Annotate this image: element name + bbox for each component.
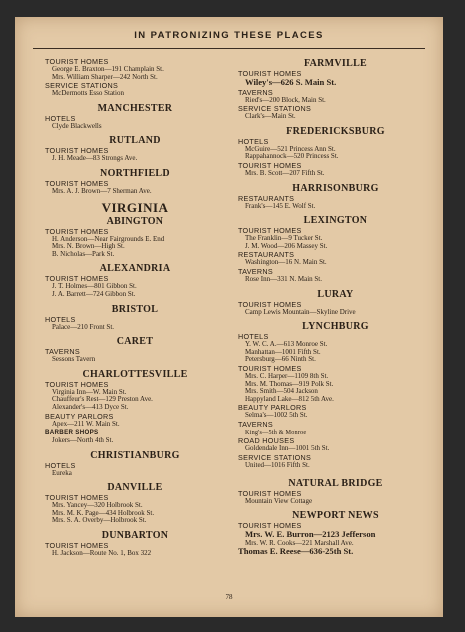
listing-entry: Alexander's—413 Dyce St. (52, 402, 129, 411)
city-heading-lexington: LEXINGTON (303, 215, 368, 227)
city-heading-bristol: BRISTOL (111, 303, 159, 315)
city-heading-newport-news: NEWPORT NEWS (292, 510, 379, 522)
listing-entry: Palace—210 Front St. (52, 322, 115, 331)
category-heading: HOTELS (238, 332, 269, 342)
listing-entry: Mrs. N. Brown—High St. (52, 242, 125, 251)
category-heading: TOURIST HOMES (45, 274, 109, 284)
category-heading: BEAUTY PARLORS (45, 411, 114, 421)
listing-entry: Thomas E. Reese—636-25th St. (238, 546, 354, 557)
category-heading: TOURIST HOMES (238, 521, 302, 531)
listing-entry: Ried's—200 Block, Main St. (245, 95, 326, 104)
listing-entry: Y. W. C. A.—613 Monroe St. (245, 340, 328, 349)
category-heading: TAVERNS (238, 266, 273, 276)
listing-entry: Mrs. Yancey—320 Holbrook St. (52, 501, 143, 510)
listing-entry: United—1016 Fifth St. (245, 461, 310, 470)
category-heading: TOURIST HOMES (45, 178, 109, 188)
listing-entry: Manhattan—1001 Fifth St. (245, 347, 321, 356)
listing-entry: J. A. Barrett—724 Gibbon St. (52, 289, 136, 298)
state-heading-virginia: VIRGINIA (101, 199, 169, 215)
category-heading: TOURIST HOMES (45, 57, 109, 66)
category-heading: SERVICE STATIONS (238, 104, 312, 114)
listing-entry: Sessons Tavern (52, 355, 96, 364)
city-heading-farmville: FARMVILLE (303, 58, 368, 69)
listing-entry: Mountain View Cottage (245, 496, 313, 505)
listing-entry: Chauffeur's Rest—129 Preston Ave. (52, 395, 153, 404)
category-heading: TOURIST HOMES (45, 493, 109, 503)
category-heading: TOURIST HOMES (238, 363, 302, 373)
listing-entry: H. Jackson—Route No. 1, Box 322 (52, 549, 152, 558)
category-heading: HOTELS (45, 460, 76, 470)
listing-entry: Camp Lewis Mountain—Skyline Drive (245, 307, 356, 316)
city-heading-luray: LURAY (317, 288, 354, 300)
category-heading: TOURIST HOMES (45, 379, 109, 389)
city-heading-harrisonburg: HARRISONBURG (292, 182, 379, 194)
listing-entry: Mrs. M. Thomas—919 Polk St. (245, 379, 334, 388)
category-heading: TAVERNS (238, 419, 273, 429)
category-heading: TOURIST HOMES (45, 146, 109, 156)
listing-entry: Virginia Inn—W. Main St. (52, 387, 127, 396)
listing-entry: Washington—16 N. Main St. (245, 258, 327, 267)
listing-entry: B. Nicholas—Park St. (52, 249, 115, 258)
category-heading: TAVERNS (238, 87, 273, 97)
listing-entry: Mrs. B. Scott—207 Fifth St. (245, 168, 325, 177)
left-column (45, 58, 225, 558)
listing-entry: Mrs. William Sharper—242 North St. (52, 72, 158, 81)
listing-entry: Mrs. A. J. Brown—7 Sherman Ave. (52, 186, 152, 195)
listing-entry: McGuire—521 Princess Ann St. (245, 144, 336, 153)
listing-entry: Mrs. M. K. Page—434 Holbrook St. (52, 508, 155, 517)
city-heading-fredericksburg: FREDERICKSBURG (286, 125, 385, 137)
category-heading: RESTAURANTS (238, 193, 295, 203)
category-heading: SERVICE STATIONS (238, 453, 312, 463)
category-heading: TOURIST HOMES (238, 299, 302, 309)
category-heading: TOURIST HOMES (45, 541, 109, 551)
category-heading: TOURIST HOMES (45, 226, 109, 236)
listing-entry: Mrs. C. Harper—1109 8th St. (245, 371, 329, 380)
city-heading-caret: CARET (116, 336, 154, 348)
city-heading-lynchburg: LYNCHBURG (302, 321, 369, 333)
listing-entry: McDermotts Esso Station (52, 89, 124, 98)
listing-entry: Happyland Lake—812 5th Ave. (245, 394, 334, 403)
page-header: IN PATRONIZING THESE PLACES (134, 30, 324, 41)
city-heading-natural-bridge: NATURAL BRIDGE (288, 477, 383, 489)
listing-entry: Petersburg—66 Ninth St. (245, 355, 316, 364)
listing-entry: Clark's—Main St. (245, 112, 296, 121)
listing-entry: Apex—211 W. Main St. (52, 419, 120, 428)
listing-entry: Rose Inn—331 N. Main St. (245, 274, 322, 283)
listing-entry: Rappahannock—520 Princess St. (245, 152, 339, 161)
city-heading-christianburg: CHRISTIANBURG (90, 449, 180, 461)
category-heading: HOTELS (45, 113, 76, 123)
category-heading: BEAUTY PARLORS (238, 403, 307, 413)
listing-entry: Frank's—145 E. Wolf St. (245, 201, 316, 210)
city-heading-alexandria: ALEXANDRIA (99, 263, 171, 275)
listing-entry: George E. Braxton—191 Champlain St. (52, 65, 164, 73)
guide-page (15, 17, 443, 617)
category-heading: BARBER SHOPS (45, 429, 99, 437)
city-heading-charlottesville: CHARLOTTESVILLE (82, 368, 188, 380)
listing-entry: Wiley's—626 S. Main St. (245, 77, 337, 87)
category-heading: ROAD HOUSES (238, 436, 295, 446)
category-heading: RESTAURANTS (238, 250, 295, 260)
category-heading: HOTELS (238, 136, 269, 146)
category-heading: TOURIST HOMES (238, 488, 302, 498)
header-rule (33, 48, 425, 49)
category-heading: TOURIST HOMES (238, 226, 302, 236)
listing-entry: Mrs. W. E. Burron—2123 Jefferson (245, 529, 376, 540)
city-heading-abington: ABINGTON (106, 215, 164, 227)
page-number: 78 (225, 593, 233, 601)
listing-entry: Mrs. Smith—504 Jackson (245, 387, 318, 396)
listing-entry: J. H. Meade—83 Strongs Ave. (52, 154, 138, 163)
listing-entry: Mrs. W. R. Cooks—221 Marshall Ave. (245, 538, 354, 547)
city-heading-manchester: MANCHESTER (97, 102, 173, 114)
category-heading: HOTELS (45, 314, 76, 324)
category-heading: TAVERNS (45, 347, 80, 357)
listing-entry: The Franklin—9 Tucker St. (245, 234, 323, 243)
listing-entry: Eureka (52, 468, 72, 477)
listing-entry: H. Anderson—Near Fairgrounds E. End (52, 234, 165, 243)
listing-entry: Clyde Blackwells (52, 121, 102, 130)
right-column (238, 58, 433, 557)
city-heading-dunbarton: DUNBARTON (101, 530, 169, 542)
listing-entry: Mrs. S. A. Overby—Holbrook St. (52, 516, 147, 525)
listing-entry: Selma's—1002 5th St. (245, 411, 308, 420)
city-heading-northfield: NORTHFIELD (100, 167, 170, 179)
city-heading-danville: DANVILLE (107, 482, 163, 494)
category-heading: TOURIST HOMES (238, 160, 302, 170)
listing-entry: Goldendale Inn—1001 5th St. (245, 444, 330, 453)
listing-entry: Jokers—North 4th St. (52, 436, 114, 445)
city-heading-rutland: RUTLAND (109, 135, 161, 147)
category-heading: TOURIST HOMES (238, 69, 302, 78)
listing-entry: J. T. Holmes—801 Gibbon St. (52, 282, 137, 291)
listing-entry: J. M. Wood—206 Massey St. (245, 241, 328, 250)
category-heading: SERVICE STATIONS (45, 81, 119, 91)
listing-entry: King's—5th & Monroe (245, 428, 307, 436)
